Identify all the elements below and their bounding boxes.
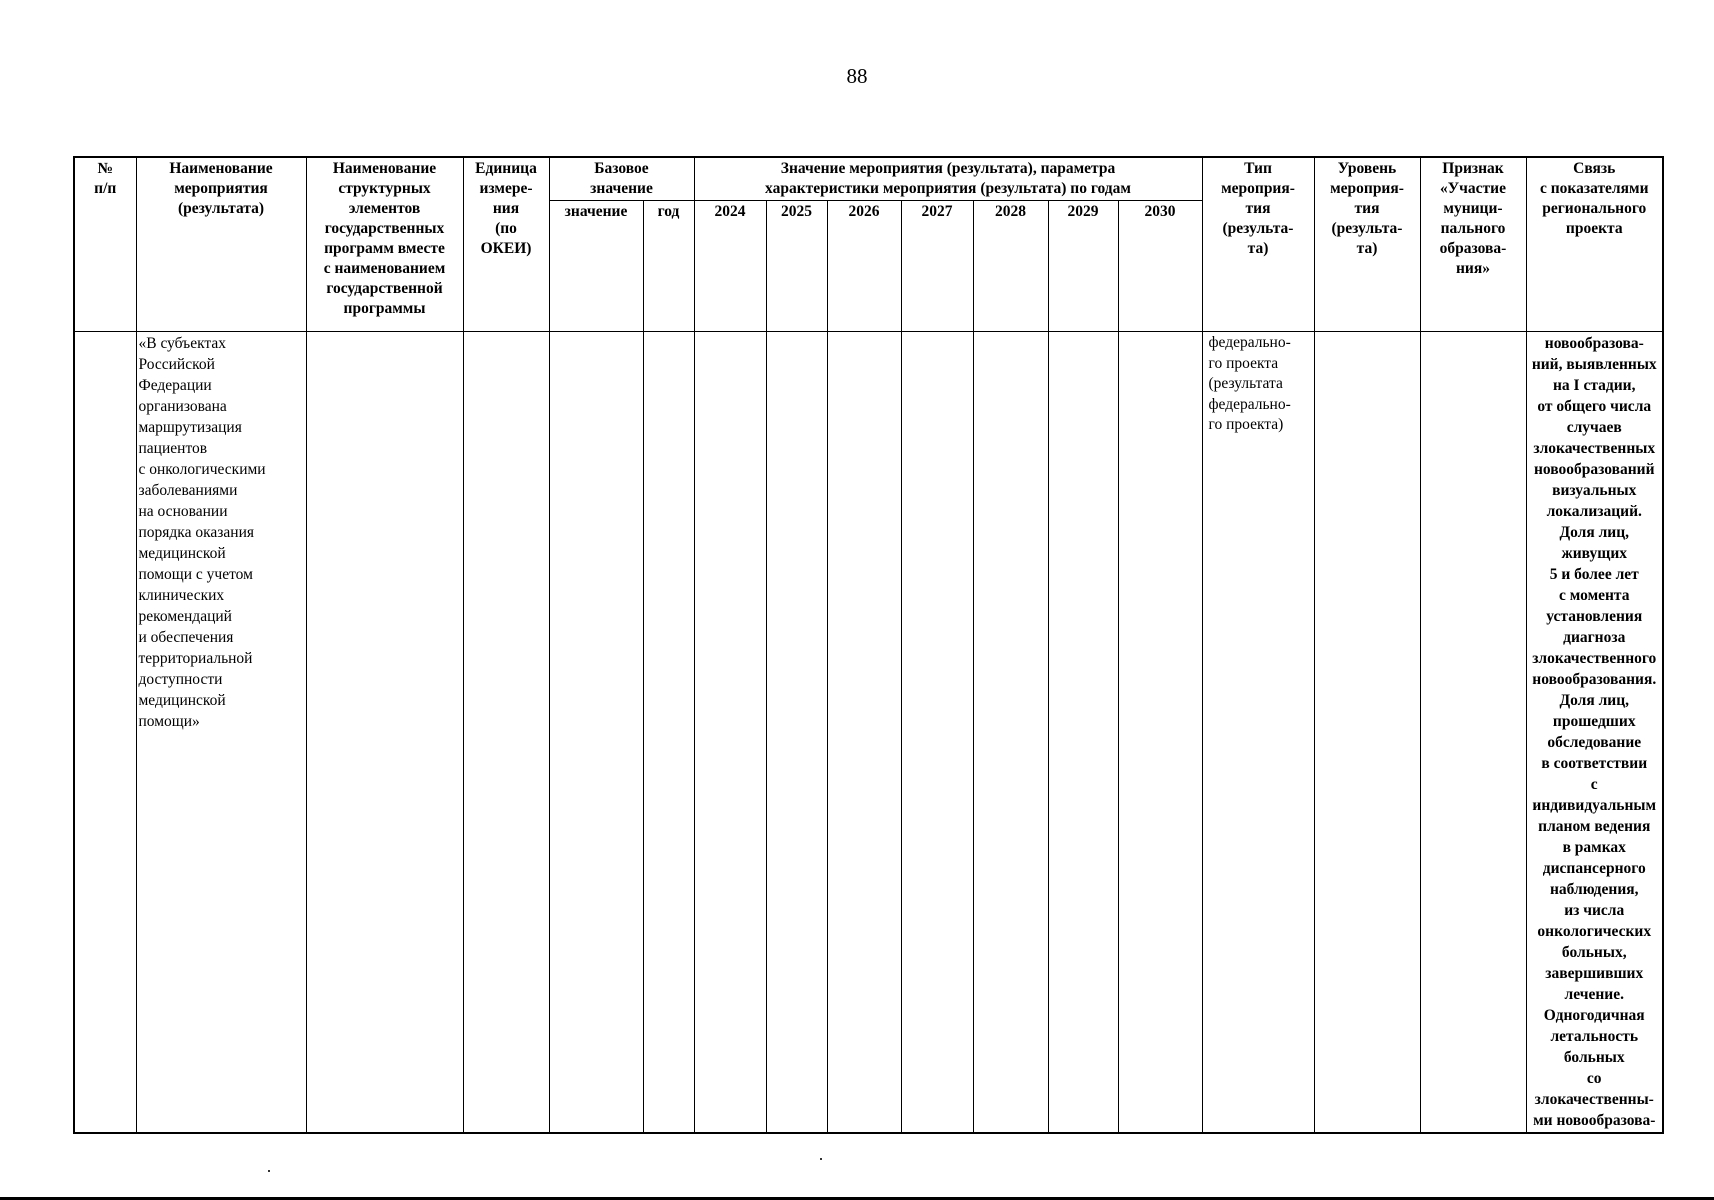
- header-year-2027: 2027: [901, 201, 973, 332]
- cell-2025: [766, 332, 827, 1134]
- cell-structural-elements: [306, 332, 463, 1134]
- header-year-2026: 2026: [827, 201, 901, 332]
- table-row: [74, 332, 1663, 1134]
- cell-activity-name: «В субъектах Российской Федерации организована маршрутизация пациентов с онкологическими заболеваниями на основании порядка оказания медицинской помощи с учетом клинических рекомендаций и обеспечения территориальной доступности медицинской помощи»: [136, 332, 306, 1134]
- header-year-2030: 2030: [1118, 201, 1202, 332]
- cell-activity-level: [1314, 332, 1420, 1134]
- header-activity-type: Тип мероприя- тия (результа- та): [1202, 157, 1314, 332]
- activity-type-text: федерально- го проекта (результата федерально- го проекта): [1208, 334, 1291, 433]
- cell-2029: [1048, 332, 1118, 1134]
- header-year-2028: 2028: [973, 201, 1048, 332]
- header-unit: Единица измере- ния (по ОКЕИ): [463, 157, 549, 332]
- header-year-2024: 2024: [694, 201, 766, 332]
- cell-2028: [973, 332, 1048, 1134]
- header-activity-level: Уровень мероприя- тия (результа- та): [1314, 157, 1420, 332]
- cell-base-value: [549, 332, 643, 1134]
- header-number: № п/п: [74, 157, 136, 332]
- header-year-2029: 2029: [1048, 201, 1118, 332]
- header-base-value-value: значение: [549, 201, 643, 332]
- activities-table: [73, 156, 1664, 1134]
- cell-regional-link: новообразова- ний, выявленных на I стадии, от общего числа случаев злокачественных новообразований визуальных локализаций. Доля лиц, живущих 5 и более лет с момента установления диагноза злокачественного новообразования. Доля лиц, прошедших обследование в соответствии с индивидуальным планом ведения в рамках диспансерного наблюдения, из числа онкологических больных, завершивших лечение. Одногодичная летальность больных со злокачественны- ми новообразова-: [1526, 332, 1663, 1134]
- cell-2030: [1118, 332, 1202, 1134]
- scan-speck: [268, 1170, 270, 1172]
- header-base-value-year: год: [643, 201, 694, 332]
- cell-2027: [901, 332, 973, 1134]
- header-municipal-participation: Признак «Участие муници- пального образова- ния»: [1420, 157, 1526, 332]
- header-structural-elements: Наименование структурных элементов государственных программ вместе с наименованием государственной программы: [306, 157, 463, 332]
- header-base-value: Базовое значение: [549, 157, 694, 201]
- page-number: 88: [846, 64, 868, 88]
- cell-unit: [463, 332, 549, 1134]
- cell-2026: [827, 332, 901, 1134]
- header-regional-link: Связь с показателями регионального проекта: [1526, 157, 1663, 332]
- cell-2024: [694, 332, 766, 1134]
- cell-activity-type: [1202, 332, 1314, 1134]
- header-year-2025: 2025: [766, 201, 827, 332]
- cell-municipal-participation: [1420, 332, 1526, 1134]
- scan-speck: [820, 1158, 822, 1160]
- header-values-by-year: Значение мероприятия (результата), параметра характеристики мероприятия (результата) по годам: [694, 157, 1202, 201]
- cell-base-year: [643, 332, 694, 1134]
- header-activity-name: Наименование мероприятия (результата): [136, 157, 306, 332]
- cell-number: [74, 332, 136, 1134]
